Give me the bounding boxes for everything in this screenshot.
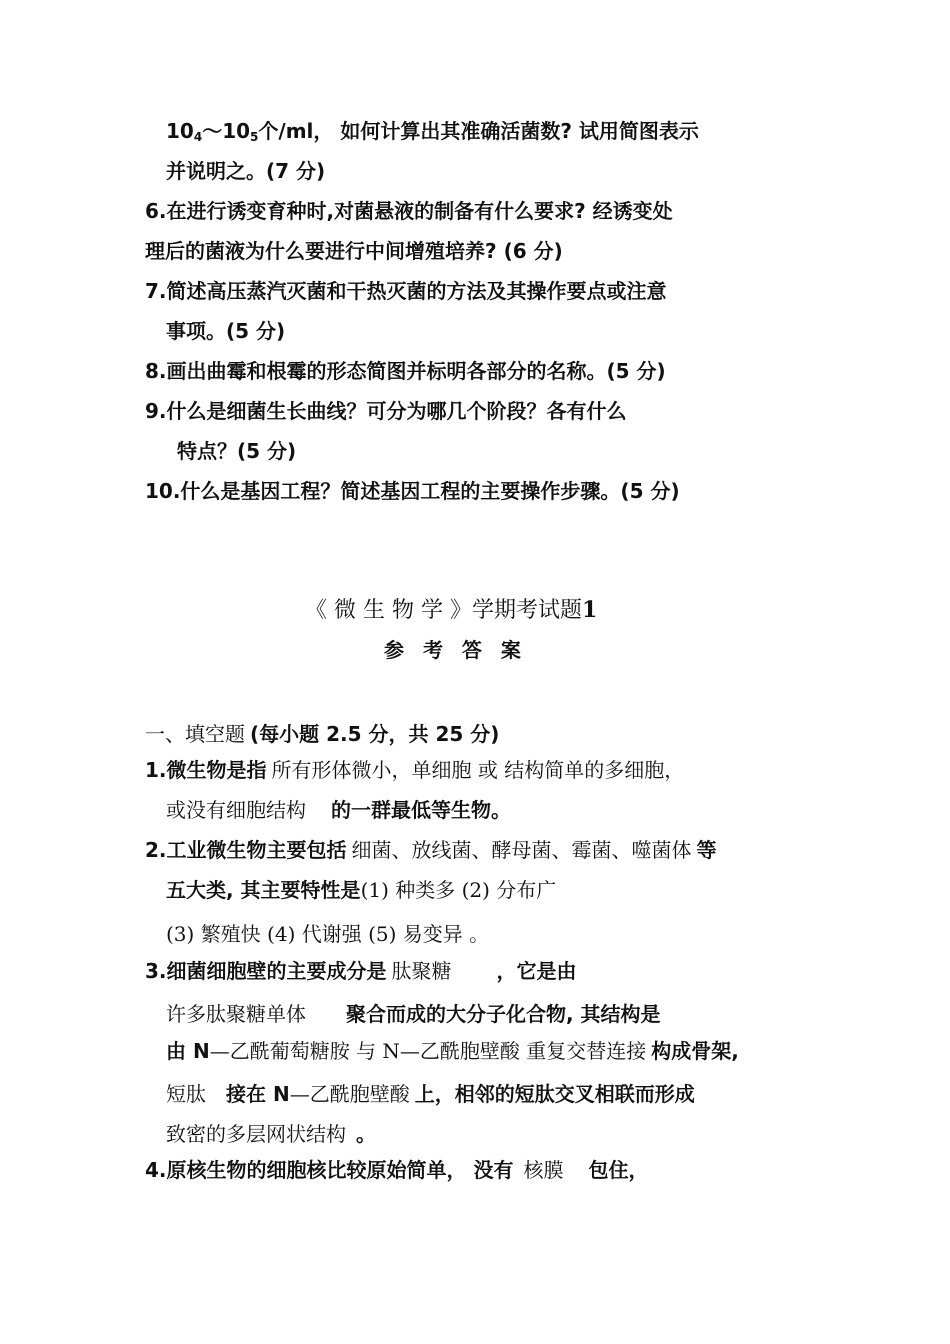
answer-3-fill-4: 短肽 [166,1082,206,1106]
answer-3-prompt-3: 聚合而成的大分子化合物, 其结构是 [346,1002,661,1026]
answer-1-fill: 所有形体微小，单细胞 或 结构简单的多细胞， [271,758,685,782]
answer-1-prompt: 1.微生物是指 [145,758,267,782]
question-10: 10.什么是基因工程？简述基因工程的主要操作步骤。(5 分) [145,479,680,503]
answer-3-fill-2: 许多肽聚糖单体 [166,1002,306,1026]
question-7-line2: 事项。(5 分) [166,319,286,343]
answer-3-prompt-7: 上，相邻的短肽交叉相联而形成 [414,1082,695,1106]
question-9-line2: 特点？(5 分) [177,439,297,463]
q5-subscript-4: 4 [193,130,203,144]
answer-key-title [305,596,597,625]
answer-2-line1 [145,836,717,865]
answer-1-line2 [166,796,511,825]
answer-4-line1 [145,1156,648,1185]
answer-key-subtitle: 参 考 答 案 [384,638,527,662]
answer-3-fill-6: 致密的多层网状结构 [166,1122,346,1146]
answer-1-line1 [145,756,684,785]
question-5-continued-line2: 并说明之。(7 分) [166,159,326,183]
answer-3-prompt-6: 接在 N [226,1082,290,1106]
answer-2-prompt-2: 等 [696,838,717,862]
question-6-line2: 理后的菌液为什么要进行中间增殖培养? (6 分) [145,239,563,263]
question-6-line1: 6.在进行诱变育种时,对菌悬液的制备有什么要求? 经诱变处 [145,199,673,223]
section-1-scoring: (每小题 2.5 分，共 25 分) [250,722,500,746]
answer-4-fill: 核膜 [523,1158,564,1182]
answer-3-fill: 肽聚糖 [391,959,452,983]
answer-3-line2 [166,1000,661,1029]
answer-1-prompt-2: 的一群最低等生物。 [331,798,511,822]
question-9-line1: 9.什么是细菌生长曲线？可分为哪几个阶段？各有什么 [145,399,627,423]
answer-2-prompt-3: 五大类, 其主要特性是 [166,878,361,902]
question-8: 8.画出曲霉和根霉的形态简图并标明各部分的名称。(5 分) [145,359,666,383]
question-7-line1: 7.简述高压蒸汽灭菌和干热灭菌的方法及其操作要点或注意 [145,279,667,303]
q5-range: ～10 [202,119,251,143]
answer-2-prompt: 2.工业微生物主要包括 [145,838,347,862]
answer-3-prompt: 3.细菌细胞壁的主要成分是 [145,959,387,983]
answer-4-prompt: 4.原核生物的细胞核比较原始简单， 没有 [145,1158,514,1182]
q5-number-10: 10 [166,119,194,143]
answer-2-line3: (3) 繁殖快 (4) 代谢强 (5) 易变异 。 [166,922,490,946]
answer-3-prompt-5: 构成骨架, [651,1039,739,1063]
section-1-heading [145,720,499,749]
answer-2-fill: 细菌、放线菌、酵母菌、霉菌、噬菌体 [351,838,692,862]
answer-3-prompt-2: ，它是由 [496,959,577,983]
answer-3-prompt-8: 。 [356,1122,376,1146]
section-1-label: 一、填空题 [145,722,245,746]
answer-1-fill-2: 或没有细胞结构 [166,798,306,822]
q5-question-text: 个/ml， 如何计算出其准确活菌数? 试用简图表示 [258,119,699,143]
answer-key-title-exam: 学期考试题 [471,598,582,623]
answer-4-prompt-2: 包住， [588,1158,649,1182]
answer-3-line1 [145,957,577,986]
answer-3-fill-3: —乙酰葡萄糖胺 与 N—乙酰胞壁酸 重复交替连接 [209,1039,647,1063]
q5-subscript-5: 5 [250,130,259,144]
answer-key-title-number: 1 [581,597,598,623]
answer-3-line4 [166,1080,695,1109]
answer-3-prompt-4: 由 N [166,1039,210,1063]
answer-key-title-book: 《 微 生 物 学 》 [305,598,472,623]
answer-3-line3 [166,1037,739,1066]
answer-2-fill-2: (1) 种类多 (2) 分布广 [360,878,557,902]
question-5-continued-line1 [166,117,699,151]
answer-3-fill-5: —乙酰胞壁酸 [289,1082,410,1106]
answer-2-line2 [166,876,556,905]
answer-3-line5 [166,1120,376,1149]
